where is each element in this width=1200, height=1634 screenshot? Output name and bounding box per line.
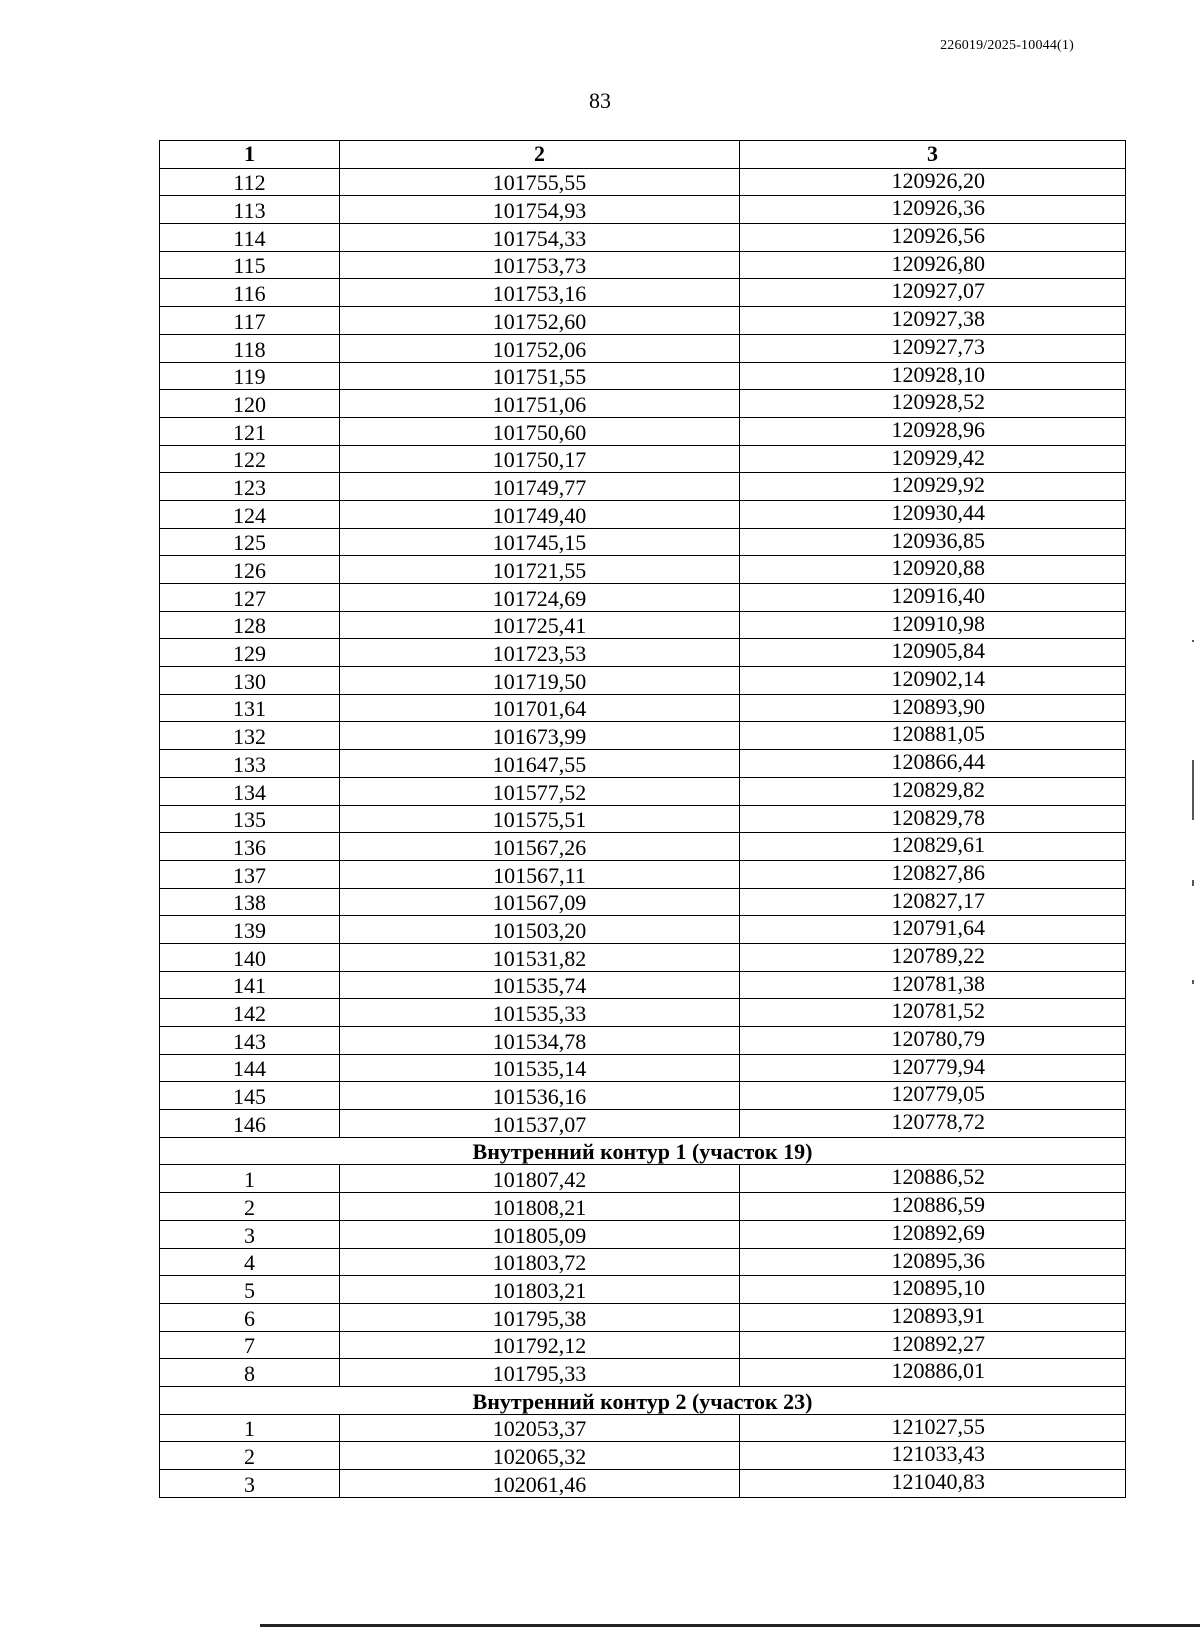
y-coordinate-cell: 120892,27 <box>740 1331 1126 1359</box>
x-coordinate-cell: 101754,93 <box>340 196 740 224</box>
point-number-cell: 122 <box>160 445 340 473</box>
table-row <box>160 334 1126 362</box>
point-number-cell: 119 <box>160 362 340 390</box>
y-coordinate-cell: 120829,82 <box>740 777 1126 805</box>
point-number-cell: 6 <box>160 1303 340 1331</box>
y-coordinate-cell: 120779,94 <box>740 1054 1126 1082</box>
x-coordinate-cell: 101754,33 <box>340 224 740 252</box>
table-row <box>160 943 1126 971</box>
table-row <box>160 888 1126 916</box>
table-row <box>160 971 1126 999</box>
point-number-cell: 115 <box>160 251 340 279</box>
y-coordinate-cell: 120928,96 <box>740 417 1126 445</box>
x-coordinate-cell: 101752,06 <box>340 334 740 362</box>
y-coordinate-cell: 120895,36 <box>740 1248 1126 1276</box>
point-number-cell: 114 <box>160 224 340 252</box>
point-number-cell: 134 <box>160 777 340 805</box>
point-number-cell: 118 <box>160 334 340 362</box>
point-number-cell: 116 <box>160 279 340 307</box>
point-number-cell: 126 <box>160 556 340 584</box>
point-number-cell: 129 <box>160 639 340 667</box>
point-number-cell: 3 <box>160 1220 340 1248</box>
point-number-cell: 146 <box>160 1110 340 1138</box>
column-header: 1 <box>160 141 340 169</box>
point-number-cell: 3 <box>160 1470 340 1498</box>
x-coordinate-cell: 101721,55 <box>340 556 740 584</box>
x-coordinate-cell: 101724,69 <box>340 584 740 612</box>
table-row <box>160 860 1126 888</box>
section-header-row <box>160 1137 1126 1165</box>
scan-artifact <box>1192 760 1194 820</box>
y-coordinate-cell: 120892,69 <box>740 1220 1126 1248</box>
point-number-cell: 120 <box>160 390 340 418</box>
scan-edge-line <box>260 1624 1200 1627</box>
table-row <box>160 777 1126 805</box>
table-row <box>160 1359 1126 1387</box>
table-row <box>160 307 1126 335</box>
point-number-cell: 130 <box>160 667 340 695</box>
x-coordinate-cell: 101749,40 <box>340 500 740 528</box>
x-coordinate-cell: 101752,60 <box>340 307 740 335</box>
y-coordinate-cell: 120929,92 <box>740 473 1126 501</box>
header-row <box>160 141 1126 169</box>
y-coordinate-cell: 120928,52 <box>740 390 1126 418</box>
table-row <box>160 1027 1126 1055</box>
page-number: 83 <box>589 88 611 113</box>
table-row <box>160 750 1126 778</box>
table-body <box>160 168 1126 1497</box>
x-coordinate-cell: 101749,77 <box>340 473 740 501</box>
table-row <box>160 224 1126 252</box>
point-number-cell: 142 <box>160 999 340 1027</box>
x-coordinate-cell: 101535,14 <box>340 1054 740 1082</box>
y-coordinate-cell: 120779,05 <box>740 1082 1126 1110</box>
x-coordinate-cell: 101503,20 <box>340 916 740 944</box>
y-coordinate-cell: 120893,91 <box>740 1303 1126 1331</box>
point-number-cell: 113 <box>160 196 340 224</box>
x-coordinate-cell: 101808,21 <box>340 1193 740 1221</box>
table-row <box>160 445 1126 473</box>
y-coordinate-cell: 120926,36 <box>740 196 1126 224</box>
x-coordinate-cell: 101751,55 <box>340 362 740 390</box>
y-coordinate-cell: 120780,79 <box>740 1027 1126 1055</box>
table-row <box>160 251 1126 279</box>
scan-artifact <box>1192 880 1194 886</box>
y-coordinate-cell: 120930,44 <box>740 500 1126 528</box>
table-row <box>160 722 1126 750</box>
y-coordinate-cell: 120920,88 <box>740 556 1126 584</box>
y-coordinate-cell: 120927,07 <box>740 279 1126 307</box>
table-row <box>160 833 1126 861</box>
point-number-cell: 139 <box>160 916 340 944</box>
y-coordinate-cell: 120926,20 <box>740 168 1126 196</box>
y-coordinate-cell: 120905,84 <box>740 639 1126 667</box>
y-coordinate-cell: 120936,85 <box>740 528 1126 556</box>
point-number-cell: 4 <box>160 1248 340 1276</box>
y-coordinate-cell: 120886,01 <box>740 1359 1126 1387</box>
point-number-cell: 121 <box>160 417 340 445</box>
x-coordinate-cell: 101795,38 <box>340 1303 740 1331</box>
y-coordinate-cell: 120927,73 <box>740 334 1126 362</box>
point-number-cell: 145 <box>160 1082 340 1110</box>
table-row <box>160 694 1126 722</box>
x-coordinate-cell: 101567,11 <box>340 860 740 888</box>
table-row <box>160 1054 1126 1082</box>
x-coordinate-cell: 101534,78 <box>340 1027 740 1055</box>
scan-artifact <box>1192 640 1194 642</box>
x-coordinate-cell: 101647,55 <box>340 750 740 778</box>
table-row <box>160 556 1126 584</box>
point-number-cell: 128 <box>160 611 340 639</box>
point-number-cell: 140 <box>160 943 340 971</box>
y-coordinate-cell: 120916,40 <box>740 584 1126 612</box>
x-coordinate-cell: 101536,16 <box>340 1082 740 1110</box>
x-coordinate-cell: 101567,26 <box>340 833 740 861</box>
point-number-cell: 123 <box>160 473 340 501</box>
x-coordinate-cell: 101803,21 <box>340 1276 740 1304</box>
point-number-cell: 136 <box>160 833 340 861</box>
x-coordinate-cell: 101725,41 <box>340 611 740 639</box>
table-row <box>160 1193 1126 1221</box>
y-coordinate-cell: 120881,05 <box>740 722 1126 750</box>
point-number-cell: 8 <box>160 1359 340 1387</box>
table-row <box>160 1220 1126 1248</box>
y-coordinate-cell: 120866,44 <box>740 750 1126 778</box>
table-row <box>160 999 1126 1027</box>
table-row <box>160 667 1126 695</box>
point-number-cell: 125 <box>160 528 340 556</box>
y-coordinate-cell: 120902,14 <box>740 667 1126 695</box>
table-row <box>160 1331 1126 1359</box>
x-coordinate-cell: 101751,06 <box>340 390 740 418</box>
point-number-cell: 5 <box>160 1276 340 1304</box>
y-coordinate-cell: 120781,52 <box>740 999 1126 1027</box>
y-coordinate-cell: 120926,80 <box>740 251 1126 279</box>
x-coordinate-cell: 102053,37 <box>340 1414 740 1442</box>
table-row <box>160 168 1126 196</box>
section-header-row <box>160 1386 1126 1414</box>
x-coordinate-cell: 101535,74 <box>340 971 740 999</box>
table-row <box>160 611 1126 639</box>
y-coordinate-cell: 121027,55 <box>740 1414 1126 1442</box>
x-coordinate-cell: 101567,09 <box>340 888 740 916</box>
x-coordinate-cell: 101723,53 <box>340 639 740 667</box>
y-coordinate-cell: 120893,90 <box>740 694 1126 722</box>
y-coordinate-cell: 120910,98 <box>740 611 1126 639</box>
table-row <box>160 1165 1126 1193</box>
x-coordinate-cell: 101535,33 <box>340 999 740 1027</box>
y-coordinate-cell: 121033,43 <box>740 1442 1126 1470</box>
point-number-cell: 133 <box>160 750 340 778</box>
x-coordinate-cell: 101807,42 <box>340 1165 740 1193</box>
point-number-cell: 131 <box>160 694 340 722</box>
y-coordinate-cell: 120829,78 <box>740 805 1126 833</box>
document-id: 226019/2025-10044(1) <box>940 38 1074 53</box>
y-coordinate-cell: 120926,56 <box>740 224 1126 252</box>
table-row <box>160 584 1126 612</box>
point-number-cell: 1 <box>160 1414 340 1442</box>
point-number-cell: 124 <box>160 500 340 528</box>
y-coordinate-cell: 120886,52 <box>740 1165 1126 1193</box>
column-header: 3 <box>740 141 1126 169</box>
table-row <box>160 390 1126 418</box>
x-coordinate-cell: 101537,07 <box>340 1110 740 1138</box>
x-coordinate-cell: 101805,09 <box>340 1220 740 1248</box>
point-number-cell: 138 <box>160 888 340 916</box>
point-number-cell: 2 <box>160 1442 340 1470</box>
y-coordinate-cell: 120827,17 <box>740 888 1126 916</box>
point-number-cell: 117 <box>160 307 340 335</box>
x-coordinate-cell: 101575,51 <box>340 805 740 833</box>
x-coordinate-cell: 102065,32 <box>340 1442 740 1470</box>
table-row <box>160 1414 1126 1442</box>
y-coordinate-cell: 120895,10 <box>740 1276 1126 1304</box>
table-row <box>160 473 1126 501</box>
x-coordinate-cell: 101577,52 <box>340 777 740 805</box>
y-coordinate-cell: 120929,42 <box>740 445 1126 473</box>
section-title: Внутренний контур 2 (участок 23) <box>160 1386 1126 1414</box>
point-number-cell: 112 <box>160 168 340 196</box>
y-coordinate-cell: 120928,10 <box>740 362 1126 390</box>
x-coordinate-cell: 101755,55 <box>340 168 740 196</box>
scan-artifact <box>1192 980 1194 984</box>
x-coordinate-cell: 101531,82 <box>340 943 740 971</box>
x-coordinate-cell: 101701,64 <box>340 694 740 722</box>
point-number-cell: 143 <box>160 1027 340 1055</box>
y-coordinate-cell: 120778,72 <box>740 1110 1126 1138</box>
table-row <box>160 639 1126 667</box>
x-coordinate-cell: 101750,17 <box>340 445 740 473</box>
x-coordinate-cell: 101745,15 <box>340 528 740 556</box>
y-coordinate-cell: 120827,86 <box>740 860 1126 888</box>
coordinates-table <box>159 140 1126 1498</box>
point-number-cell: 1 <box>160 1165 340 1193</box>
x-coordinate-cell: 101753,73 <box>340 251 740 279</box>
point-number-cell: 132 <box>160 722 340 750</box>
x-coordinate-cell: 101795,33 <box>340 1359 740 1387</box>
x-coordinate-cell: 102061,46 <box>340 1470 740 1498</box>
table-row <box>160 1303 1126 1331</box>
x-coordinate-cell: 101673,99 <box>340 722 740 750</box>
table-row <box>160 500 1126 528</box>
point-number-cell: 7 <box>160 1331 340 1359</box>
point-number-cell: 144 <box>160 1054 340 1082</box>
y-coordinate-cell: 120886,59 <box>740 1193 1126 1221</box>
x-coordinate-cell: 101792,12 <box>340 1331 740 1359</box>
table-row <box>160 528 1126 556</box>
table-row <box>160 1442 1126 1470</box>
x-coordinate-cell: 101753,16 <box>340 279 740 307</box>
x-coordinate-cell: 101803,72 <box>340 1248 740 1276</box>
table-row <box>160 279 1126 307</box>
point-number-cell: 137 <box>160 860 340 888</box>
table-row <box>160 1248 1126 1276</box>
table-row <box>160 1110 1126 1138</box>
point-number-cell: 141 <box>160 971 340 999</box>
y-coordinate-cell: 121040,83 <box>740 1470 1126 1498</box>
column-header: 2 <box>340 141 740 169</box>
table-row <box>160 362 1126 390</box>
y-coordinate-cell: 120829,61 <box>740 833 1126 861</box>
y-coordinate-cell: 120791,64 <box>740 916 1126 944</box>
point-number-cell: 2 <box>160 1193 340 1221</box>
table-row <box>160 1082 1126 1110</box>
table-row <box>160 916 1126 944</box>
x-coordinate-cell: 101719,50 <box>340 667 740 695</box>
y-coordinate-cell: 120927,38 <box>740 307 1126 335</box>
table-row <box>160 196 1126 224</box>
table-row <box>160 1470 1126 1498</box>
point-number-cell: 135 <box>160 805 340 833</box>
table-row <box>160 805 1126 833</box>
table-row <box>160 417 1126 445</box>
y-coordinate-cell: 120781,38 <box>740 971 1126 999</box>
x-coordinate-cell: 101750,60 <box>340 417 740 445</box>
section-title: Внутренний контур 1 (участок 19) <box>160 1137 1126 1165</box>
table-row <box>160 1276 1126 1304</box>
y-coordinate-cell: 120789,22 <box>740 943 1126 971</box>
point-number-cell: 127 <box>160 584 340 612</box>
table-header <box>160 141 1126 169</box>
